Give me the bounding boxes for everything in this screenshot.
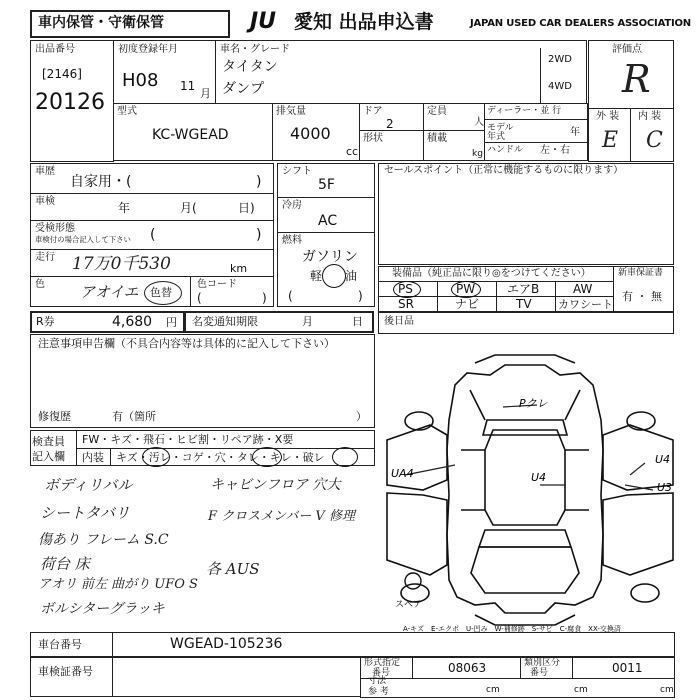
hand-right-1: キャビンフロア 穴大 [210,477,341,493]
inspector-circle-2 [252,447,282,467]
chassis-label: 車台番号 [38,638,82,651]
bottom-label: 車検証番号 [38,665,93,678]
mark-pkure: Pクレ [519,397,548,410]
cooling-label: 冷房 [282,200,302,211]
mileage-label: 走行 [35,252,55,263]
mark-u4-right: U4 [655,453,671,466]
displacement-value: 4000 [290,124,331,143]
equip-aw[interactable]: AW [573,282,593,296]
association-name: JAPAN USED CAR DEALERS ASSOCIATION [470,18,691,29]
sales-point-box [378,163,674,265]
lot-label: 出品番号 [35,44,75,55]
inspection-year: 年 [118,201,131,215]
storage-stamp-text: 車内保管・守衛保管 [38,15,164,31]
hand-line-3: 傷あり フレーム S.C [38,532,169,548]
registration-label: 初度登録年月 [118,44,178,55]
inspector-label-2: 記入欄 [32,450,65,463]
color-change-label: 色替 [150,286,172,299]
equip-airbag[interactable]: エアB [507,282,540,296]
notes-label: 注意事項申告欄（不具合内容等は具体的に記入して下さい） [38,337,335,350]
drive-4wd[interactable]: 4WD [548,81,572,92]
warranty-label: 新車保証書 [618,268,664,278]
fuel-mark: 軽 [310,269,323,283]
color-value: アオイエ [80,283,139,301]
rear-outline [471,547,579,593]
color-change-circle [144,281,182,305]
equip-tv[interactable]: TV [516,297,532,311]
spare-label: スペア [395,600,423,610]
lot-number: 20126 [35,90,105,115]
after-note-label: 後日品 [384,316,414,327]
dealer-label: ディーラー・並 行 [487,106,562,116]
contract-close: ) [256,227,262,243]
registration-month: 11 [180,79,196,93]
model-value: KC-WGEAD [152,127,229,143]
displacement-unit: cc [346,145,359,158]
hand-line-2: シートタバリ [40,504,130,522]
warranty-value: 有 ・ 無 [622,290,662,303]
hand-line-6: ボルシターグラッキ [40,601,165,617]
load-label: 積載 [427,133,447,144]
after-note-box [378,312,674,334]
type-spec-label-1: 形式指定 [364,658,401,668]
fuel-circle [322,264,346,288]
rating-int-score: C [646,128,663,153]
mark-u3-right: U3 [657,481,673,494]
tax-notice-day: 日 [352,315,363,328]
hand-right-2: F クロスメンバー V 修理 [208,509,355,524]
left-front-door [387,425,447,490]
type-spec-value-1: 08063 [448,661,487,675]
ref-label: 参 考 [368,687,389,697]
model-label: 型式 [117,106,137,117]
left-rear-door [387,493,447,575]
dim-unit-1: cm [486,685,500,695]
roof-outline [485,430,565,525]
equip-navi[interactable]: ナビ [455,297,480,311]
usage-label: 車歴 [35,166,55,177]
model-year-unit: 年 [570,127,580,138]
fuel-open: ( [288,289,293,303]
right-rear-tyre [631,584,659,602]
dimensions-box [360,678,675,698]
handle-label: ハンドル [487,145,524,155]
equip-ps-circle [393,281,421,298]
inspection-label: 車検 [35,196,55,207]
equip-ps[interactable]: PS [398,282,413,296]
equipment-label: 装備品（純正品に限り◎をつけてください） [392,268,591,279]
repair-close: ） [356,410,367,423]
capacity-label: 定員 [427,106,447,117]
usage-value: 自家用・( [70,174,132,190]
rating-int-label: 内 装 [638,111,662,122]
dim-unit-2: cm [574,685,588,695]
doors-value: 2 [386,117,394,131]
handle-options: 左・右 [540,145,570,156]
rating-ext-label: 外 装 [596,111,620,122]
cooling-value: AC [318,213,338,229]
equip-sr[interactable]: SR [398,297,414,311]
tax-notice-label: 名変通知期限 [192,315,258,328]
doors-label: ドア [363,106,383,117]
rating-label: 評価点 [612,44,642,55]
contract-label: 受検形態 [35,223,75,234]
shape-label: 形状 [363,133,383,144]
hand-line-5: アオリ 前左 曲がり UFO S [38,577,198,592]
recycle-unit: 円 [166,316,177,329]
ju-logo: JU [250,9,277,34]
equip-leather[interactable]: カワシート [558,298,613,311]
spare-tyre [405,573,421,589]
car-grade: ダンプ [222,81,265,97]
shift-label: シフト [282,166,312,177]
fuel-light: 油 [345,269,358,283]
shift-value: 5F [318,177,335,193]
equip-pw[interactable]: PW [456,282,476,296]
capacity-unit: 人 [474,117,484,128]
fuel-close: ) [358,289,363,303]
registration-year: H08 [122,70,159,91]
hand-line-1: ボディリバル [44,476,133,494]
inspection-month: 月( [180,201,197,215]
rating-ext-score: E [602,128,619,153]
color-code-open: ( [197,291,202,305]
windshield [483,420,567,435]
color-code-close: ) [262,291,267,305]
right-rear-door [603,493,673,575]
dim-unit-3: cm [660,685,674,695]
sales-point-label: セールスポイント（正常に機能するものに限ります） [384,165,624,176]
car-name-label: 車名・グレード [220,44,290,55]
inspector-circle-1 [142,447,170,467]
repair-label: 修復歴 [38,410,71,423]
inspection-day: 日) [238,201,255,215]
displacement-label: 排気量 [276,106,306,117]
inspector-row-1: FW・キズ・飛石・ヒビ割・リペア跡・X要 [82,433,294,446]
chassis-box [30,632,675,657]
car-name: タイタン [222,59,278,75]
mileage-value: 17万0千530 [72,254,171,274]
type-spec-value-2: 0011 [612,661,643,675]
recycle-value: 4,680 [112,314,153,330]
type-spec-label-2: 類別区分 [524,658,561,668]
left-front-tyre [405,412,433,430]
inspector-label-1: 検査員 [32,435,65,448]
usage-close: ) [256,174,262,190]
chassis-value: WGEAD-105236 [170,636,283,652]
contract-open: ( [150,227,156,243]
fuel-label: 燃料 [282,235,302,246]
color-code-label: 色コード [197,279,237,290]
hand-line-4: 荷台 床 [40,555,90,573]
inspector-row-2-label: 内装 [82,451,104,464]
inspector-row-2: キズ・汚レ・コゲ・穴・タレ・キレ・破レ [116,451,325,464]
damage-legend: A-キズ E-エクボ U-凹み W-補修跡 S-サビ C-腐食 XX-交換済 [403,625,621,633]
type-spec-label-1b: 番号 [372,668,391,678]
mark-ua4-left: UA4 [391,467,414,480]
inspector-circle-3 [332,447,358,467]
hand-right-3: 各 AUS [206,560,260,578]
right-front-tyre [627,412,655,430]
equip-pw-circle [451,281,481,298]
repair-value: 有（箇所 [112,410,156,423]
load-unit: kg [472,149,483,159]
fuel-value: ガソリン [302,249,358,265]
rating-score: R [622,57,651,101]
mileage-unit: km [230,262,248,275]
car-damage-diagram [375,335,685,635]
lot-code: [2146] [42,67,82,81]
recycle-label: R券 [36,315,55,328]
mark-u4-center: U4 [531,471,547,484]
dim-label: 寸法 [368,676,387,686]
form-title: 愛知 出品申込書 [294,11,434,33]
contract-note: 車検付の場合記入して下さい [35,236,131,245]
drive-2wd[interactable]: 2WD [548,54,572,65]
model-year-label: モデル 年式 [487,123,514,142]
rear-window [479,530,571,547]
tax-notice-month: 月 [302,315,313,328]
color-label: 色 [35,279,45,290]
type-spec-label-2b: 番号 [530,668,549,678]
registration-month-unit: 月 [200,87,211,100]
